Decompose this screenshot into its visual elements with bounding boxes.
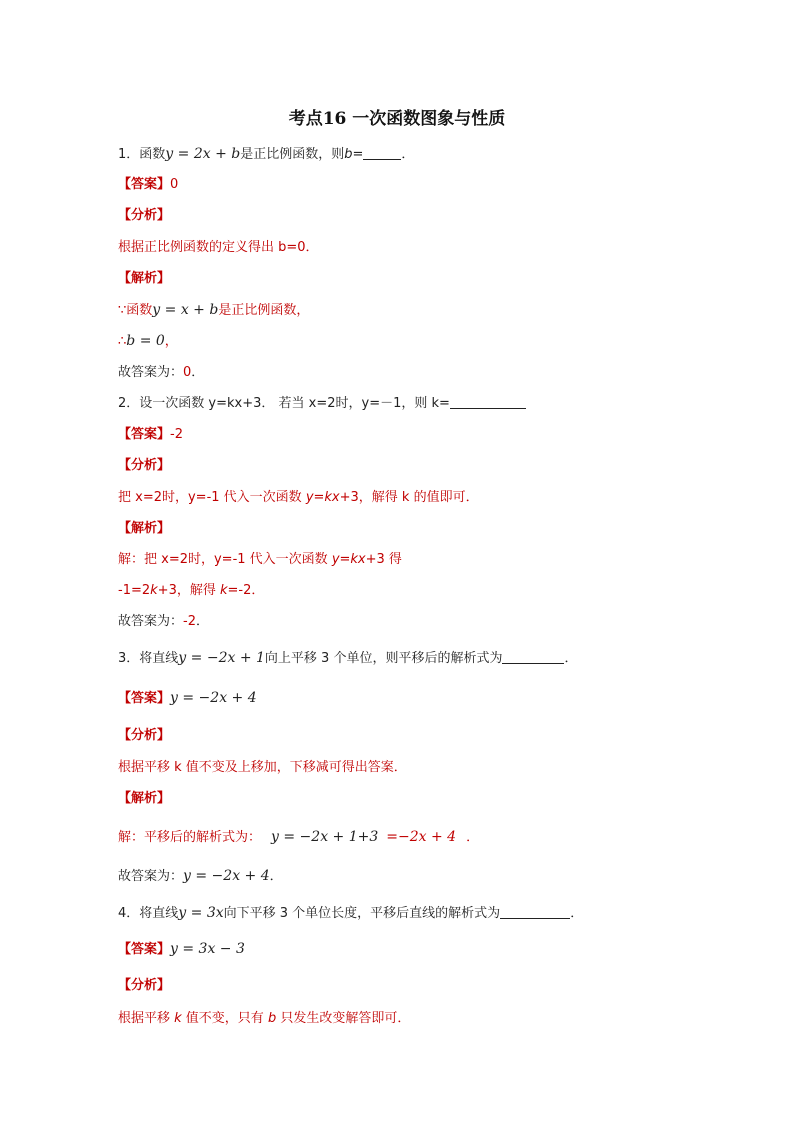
analysis-text-part: 值不变，只有 [181,1011,268,1026]
analysis-heading [118,456,170,476]
analysis-text: 根据正比例函数的定义得出 b=0． [118,240,319,255]
analysis-text: 根据平移 k 值不变及上移加，下移减可得出答案． [118,760,407,775]
explain-line [118,331,178,351]
analysis-text-part: 把 x=2时，y=-1 代入一次函数 [118,490,306,505]
question-4 [118,903,583,923]
math-expression: y = −2x + 1 [178,650,265,666]
question-text: 函数 [139,147,166,162]
math-variable: k [174,1011,182,1026]
analysis-text-part: +3，解得 k 的值即可． [339,490,479,505]
math-expression: y=kx [331,552,366,567]
answer-row [118,425,183,445]
explain-text: ． [466,830,480,845]
question-text: = [352,147,364,162]
answer-tag: 【答案】 [118,177,171,192]
question-number: 3． [118,651,140,666]
explain-text: 函数 [126,303,153,318]
math-expression: y = x + b [152,302,219,318]
explain-value: 0 [183,365,192,380]
question-number: 1． [118,147,140,162]
question-text: 是正比例函数，则 [240,147,345,162]
explain-text: 解：把 x=2时，y=-1 代入一次函数 [118,552,332,567]
answer-value: y = 3x − 3 [170,941,245,957]
answer-blank [500,904,570,919]
explain-line [118,581,264,601]
math-expression: y=kx [305,490,340,505]
analysis-text-part: 根据平移 [118,1011,175,1026]
explain-text: ． [191,365,205,380]
answer-value: -2 [170,427,183,442]
math-variable: k [150,583,158,598]
explain-line [118,866,283,886]
explain-text: -1=2 [118,583,151,598]
explain-line [118,827,479,847]
explain-tag: 【解析】 [118,791,171,806]
explain-text: +3，解得 [157,583,220,598]
answer-row [118,688,257,708]
explain-tag: 【解析】 [118,271,171,286]
analysis-tag: 【分析】 [118,978,171,993]
explain-text: =-2． [227,583,265,598]
analysis-text [118,1009,410,1029]
question-1 [118,144,414,164]
question-number: 4． [118,906,140,921]
question-text: 向下平移 3 个单位长度，平移后直线的解析式为 [223,906,501,921]
explain-text: 解：平移后的解析式为： [118,830,262,845]
answer-value: y = −2x + 4 [170,690,257,706]
question-number: 2． [118,396,140,411]
explain-heading [118,519,170,539]
answer-tag: 【答案】 [118,427,171,442]
because-symbol: ∵ [118,303,127,318]
explain-text: ． [195,614,209,629]
explain-line [118,550,402,570]
explain-line [118,612,209,632]
therefore-symbol: ∴ [118,334,127,349]
analysis-heading [118,726,170,746]
math-expression: y = −2x + 1+3 [271,829,379,845]
analysis-tag: 【分析】 [118,458,171,473]
question-text: 将直线 [139,906,179,921]
analysis-text-part: 只发生改变解答即可． [276,1011,411,1026]
question-text: ． [570,906,584,921]
answer-blank [450,394,526,409]
math-expression: y = 2x + b [165,146,241,162]
explain-text: 是正比例函数， [218,303,310,318]
math-expression: =−2x + 4 [386,829,457,845]
explain-heading [118,269,170,289]
analysis-heading [118,206,170,226]
explain-text: ． [269,869,283,884]
explain-text: 故答案为： [118,614,184,629]
answer-tag: 【答案】 [118,942,171,957]
answer-blank [363,145,401,160]
explain-heading [118,789,170,809]
question-text: 将直线 [139,651,179,666]
answer-row [118,175,178,195]
math-expression: b = 0 [126,333,165,349]
math-variable: k [219,583,228,598]
explain-text: ， [164,334,178,349]
question-text: ． [564,651,578,666]
explain-line [118,300,309,320]
question-2 [118,394,526,414]
answer-row [118,939,245,959]
question-text: 向上平移 3 个单位，则平移后的解析式为 [264,651,503,666]
explain-text: 故答案为： [118,869,184,884]
explain-tag: 【解析】 [118,521,171,536]
analysis-text [118,488,479,508]
explain-text: +3 得 [365,552,402,567]
math-variable: b [344,147,353,162]
page-title: 考点16 一次函数图象与性质 [288,109,506,129]
analysis-tag: 【分析】 [118,728,171,743]
math-expression: y = 3x [178,905,224,921]
question-3 [118,648,577,668]
explain-value: -2 [183,614,196,629]
answer-value: 0 [170,177,179,192]
analysis-heading [118,976,170,996]
answer-tag: 【答案】 [118,691,171,706]
explain-text: 故答案为： [118,365,184,380]
math-variable: b [267,1011,277,1026]
question-text: ． [401,147,415,162]
math-expression: y = −2x + 4 [183,868,270,884]
answer-blank [502,649,564,664]
question-text: 设一次函数 y=kx+3． 若当 x=2时，y=－1，则 k= [139,396,450,411]
explain-line [118,363,204,383]
analysis-tag: 【分析】 [118,208,171,223]
